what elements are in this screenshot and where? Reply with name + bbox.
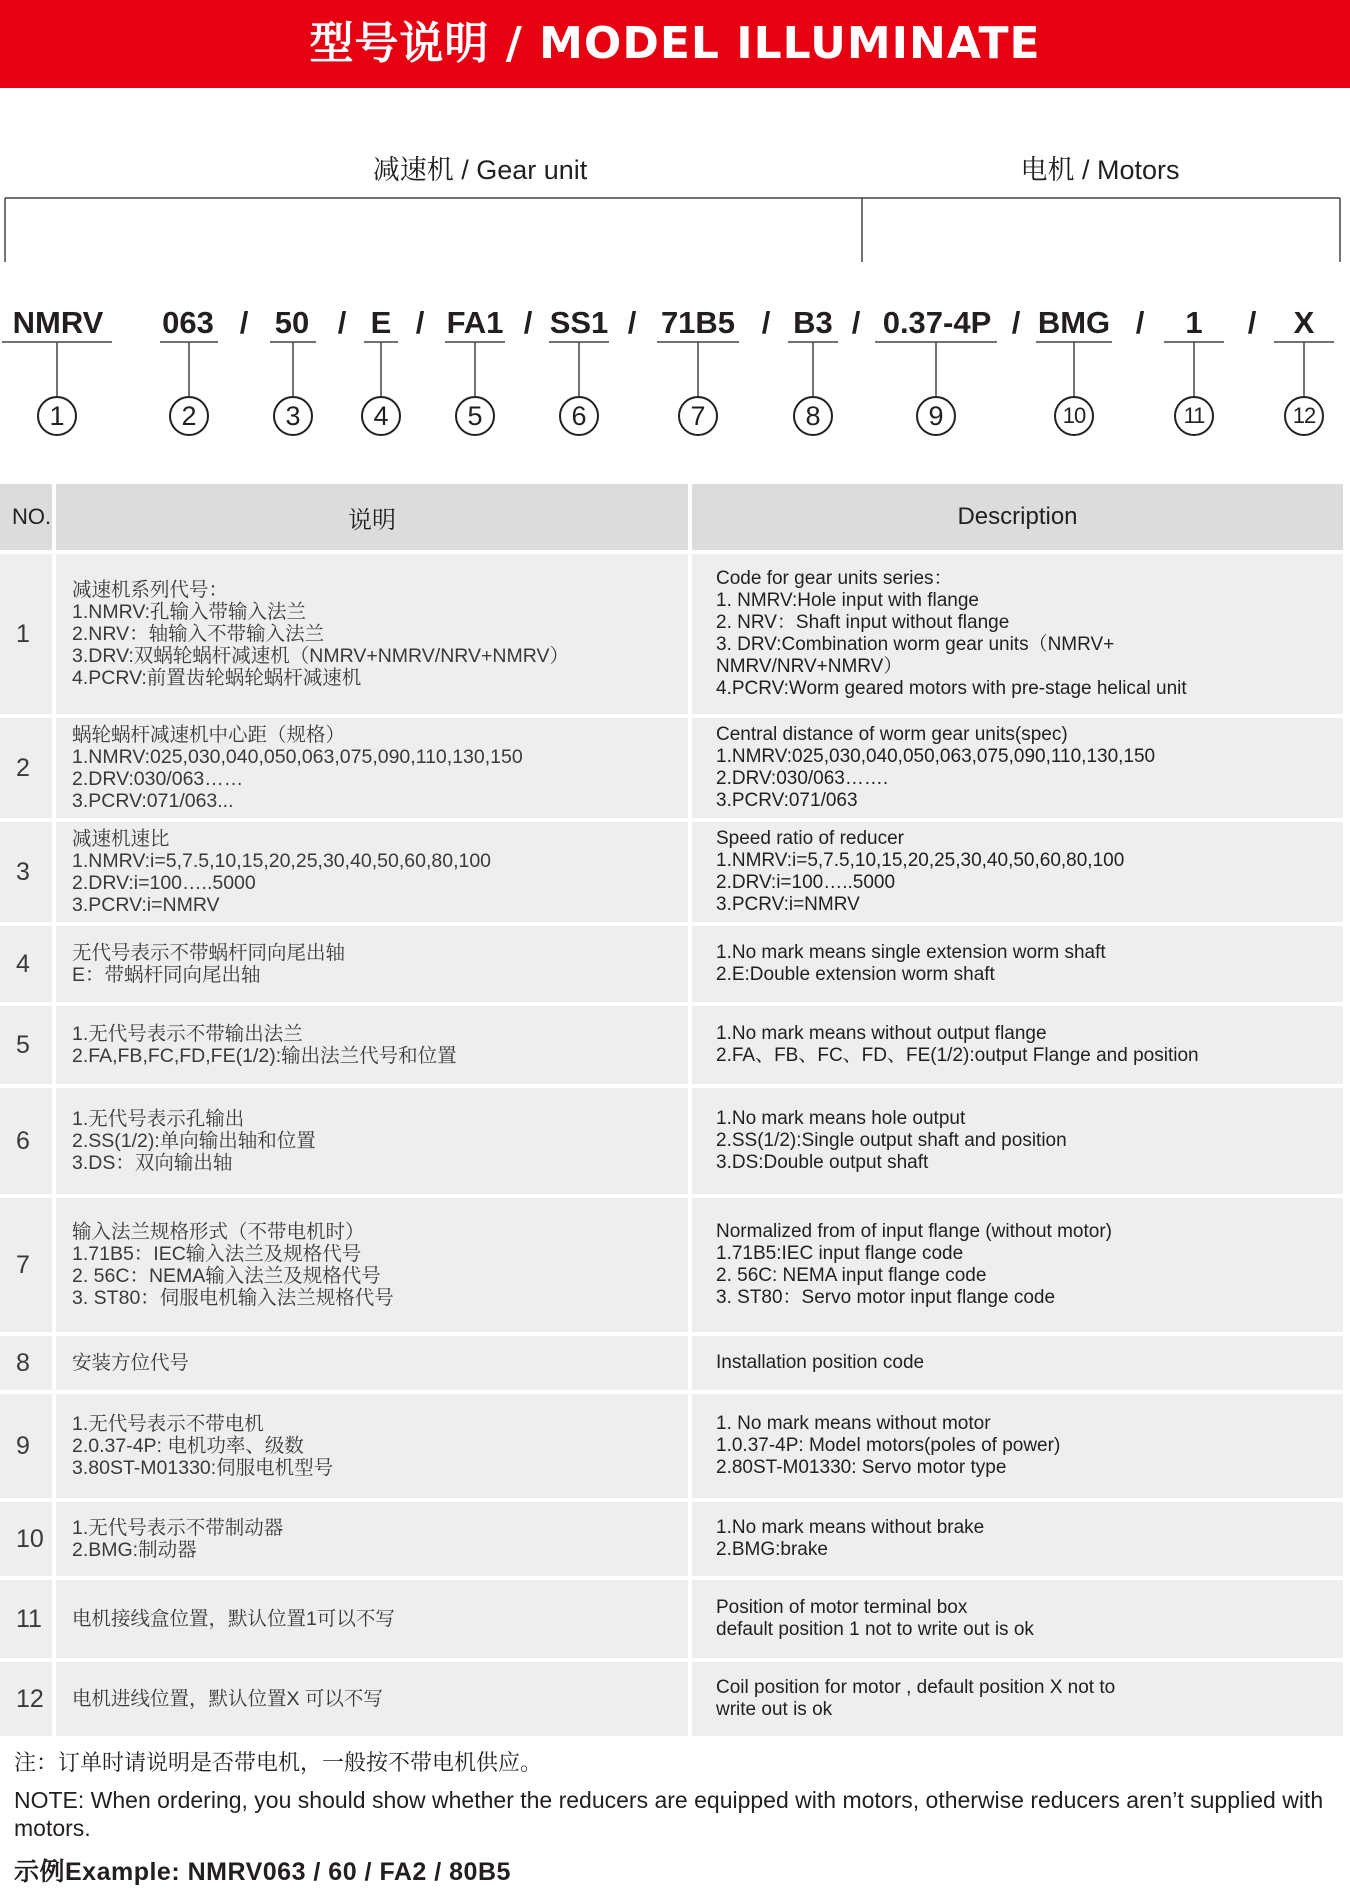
row-en-line: NMRV/NRV+NMRV） xyxy=(716,656,903,677)
separator: / xyxy=(851,305,861,340)
section-bracket-lines xyxy=(0,190,1350,280)
code-mounting-position: B3 xyxy=(793,305,833,340)
row-en-line: 3. DRV:Combination worm gear units（NMRV+ xyxy=(716,634,1115,655)
row-en-line: 1. NMRV:Hole input with flange xyxy=(716,590,979,611)
row-cn-line: 3.80ST-M01330:伺服电机型号 xyxy=(72,1457,334,1479)
table-row xyxy=(0,1502,1343,1576)
row-cn-line: 2.DRV:i=100…..5000 xyxy=(72,872,256,894)
row-number: 12 xyxy=(16,1684,44,1713)
code-output-shaft: SS1 xyxy=(549,305,609,340)
separator: / xyxy=(415,305,425,340)
row-en-line: 1.No mark means single extension worm shaft xyxy=(716,942,1106,963)
code-terminal-box: 1 xyxy=(1185,305,1203,340)
row-cn-line: 1.无代号表示不带电机 xyxy=(72,1413,264,1435)
row-en-line: 1.0.37-4P: Model motors(poles of power) xyxy=(716,1435,1061,1456)
row-en-line: Central distance of worm gear units(spec) xyxy=(716,724,1068,745)
header-no: NO. xyxy=(12,504,52,529)
table-row xyxy=(0,718,1343,818)
row-cn-line: 2.BMG:制动器 xyxy=(72,1539,197,1561)
row-cn-line: 1.无代号表示孔输出 xyxy=(72,1108,245,1130)
row-en-line: 2. 56C: NEMA input flange code xyxy=(716,1265,987,1286)
row-number: 11 xyxy=(16,1604,42,1633)
table-row xyxy=(0,1662,1343,1736)
callout-circle: 6 xyxy=(559,396,599,436)
row-cn-line: 3.PCRV:i=NMRV xyxy=(72,894,220,916)
callout-circle: 9 xyxy=(916,396,956,436)
callout-circle: 1 xyxy=(37,396,77,436)
row-number: 9 xyxy=(16,1431,30,1460)
model-description-table xyxy=(0,484,1343,1736)
row-cn-line: 电机接线盒位置，默认位置1可以不写 xyxy=(72,1608,395,1630)
row-cn-line: 输入法兰规格形式（不带电机时） xyxy=(72,1221,365,1243)
separator: / xyxy=(523,305,533,340)
code-input-flange: 71B5 xyxy=(660,305,736,340)
separator: / xyxy=(1247,305,1257,340)
table-row xyxy=(0,1006,1343,1084)
model-example: 示例Example: NMRV063 / 60 / FA2 / 80B5 xyxy=(14,1858,511,1886)
separator: / xyxy=(239,305,249,340)
code-worm-shaft: E xyxy=(370,305,392,340)
gear-unit-label: 减速机 / Gear unit xyxy=(372,155,588,185)
row-en-line: 2.DRV:i=100…..5000 xyxy=(716,872,896,893)
row-en-line: 2.E:Double extension worm shaft xyxy=(716,964,995,985)
order-note-cn: 注：订单时请说明是否带电机，一般按不带电机供应。 xyxy=(14,1750,543,1775)
row-cn-line: 1.无代号表示不带输出法兰 xyxy=(72,1023,303,1045)
row-cn-line: 2.0.37-4P: 电机功率、级数 xyxy=(72,1435,304,1457)
row-en-line: 2.DRV:030/063……. xyxy=(716,768,889,789)
table-row xyxy=(0,1580,1343,1658)
row-en-line: Code for gear units series： xyxy=(716,568,953,589)
row-cn-line: 4.PCRV:前置齿轮蜗轮蜗杆减速机 xyxy=(72,667,362,689)
row-en-line: Speed ratio of reducer xyxy=(716,828,905,849)
row-number: 1 xyxy=(16,619,30,648)
row-en-line: 1. No mark means without motor xyxy=(716,1413,991,1434)
order-note-en: NOTE: When ordering, you should show whether the reducers are equipped with motors, otherwise reducers aren’t supplied with motors. xyxy=(14,1787,1324,1841)
row-number: 10 xyxy=(16,1524,44,1553)
row-cn-line: 3. ST80：伺服电机输入法兰规格代号 xyxy=(72,1287,394,1309)
code-brake: BMG xyxy=(1037,305,1111,340)
row-en-line: 1.NMRV:025,030,040,050,063,075,090,110,130,150 xyxy=(716,746,1156,767)
callout-circle: 5 xyxy=(455,396,495,436)
row-en-line: 2.FA、FB、FC、FD、FE(1/2):output Flange and position xyxy=(716,1045,1199,1066)
table-row xyxy=(0,1394,1343,1498)
code-ratio: 50 xyxy=(274,305,310,340)
row-en-line: default position 1 not to write out is ok xyxy=(716,1619,1034,1640)
callout-circle: 11 xyxy=(1174,396,1214,436)
callout-circle: 2 xyxy=(169,396,209,436)
callout-circle: 3 xyxy=(273,396,313,436)
table-row xyxy=(0,926,1343,1002)
callout-circle: 4 xyxy=(361,396,401,436)
table-row xyxy=(0,1088,1343,1194)
row-en-line: 3.PCRV:i=NMRV xyxy=(716,894,860,915)
row-en-line: Coil position for motor , default position X not to xyxy=(716,1677,1116,1698)
row-en-line: 2.BMG:brake xyxy=(716,1539,828,1560)
row-cn-line: 电机进线位置，默认位置X 可以不写 xyxy=(72,1688,383,1710)
row-cn-line: 1.NMRV:i=5,7.5,10,15,20,25,30,40,50,60,80,100 xyxy=(72,850,492,872)
row-en-line: 3.DS:Double output shaft xyxy=(716,1152,929,1173)
row-number: 5 xyxy=(16,1030,30,1059)
row-number: 7 xyxy=(16,1250,30,1279)
table-header-row xyxy=(0,484,1343,550)
row-en-line: Position of motor terminal box xyxy=(716,1597,968,1618)
row-cn-line: E：带蜗杆同向尾出轴 xyxy=(72,964,261,986)
row-en-line: 2. NRV：Shaft input without flange xyxy=(716,612,1010,633)
row-cn-line: 3.DRV:双蜗轮蜗杆减速机（NMRV+NMRV/NRV+NMRV） xyxy=(72,645,569,667)
row-en-line: 4.PCRV:Worm geared motors with pre-stage helical unit xyxy=(716,678,1187,699)
header-en: Description xyxy=(957,503,1078,530)
code-series: NMRV xyxy=(12,305,104,340)
separator: / xyxy=(337,305,347,340)
table-row xyxy=(0,1336,1343,1390)
row-cn-line: 3.DS：双向输出轴 xyxy=(72,1152,233,1174)
row-cn-line: 2.NRV：轴输入不带输入法兰 xyxy=(72,623,325,645)
code-cable-entry: X xyxy=(1293,305,1315,340)
row-en-line: 2.SS(1/2):Single output shaft and position xyxy=(716,1130,1067,1151)
callout-circle: 8 xyxy=(793,396,833,436)
row-cn-line: 2.DRV:030/063…… xyxy=(72,768,244,790)
table-row xyxy=(0,822,1343,922)
row-cn-line: 无代号表示不带蜗杆同向尾出轴 xyxy=(72,942,346,964)
row-number: 2 xyxy=(16,753,30,782)
callout-circle: 7 xyxy=(678,396,718,436)
row-en-line: Installation position code xyxy=(716,1352,925,1373)
row-cn-line: 1.无代号表示不带制动器 xyxy=(72,1517,284,1539)
row-number: 6 xyxy=(16,1126,30,1155)
row-number: 3 xyxy=(16,857,30,886)
separator: / xyxy=(627,305,637,340)
motors-label: 电机 / Motors xyxy=(1020,155,1180,185)
row-en-line: 1.71B5:IEC input flange code xyxy=(716,1243,964,1264)
callout-circle: 12 xyxy=(1284,396,1324,436)
separator: / xyxy=(1011,305,1021,340)
row-en-line: Normalized from of input flange (without motor) xyxy=(716,1221,1112,1242)
row-cn-line: 2. 56C：NEMA输入法兰及规格代号 xyxy=(72,1265,381,1287)
table-row xyxy=(0,1198,1343,1332)
row-en-line: 3.PCRV:071/063 xyxy=(716,790,858,811)
row-en-line: 2.80ST-M01330: Servo motor type xyxy=(716,1457,1007,1478)
row-en-line: 1.No mark means hole output xyxy=(716,1108,966,1129)
row-en-line: write out is ok xyxy=(716,1699,833,1720)
row-cn-line: 2.SS(1/2):单向输出轴和位置 xyxy=(72,1130,316,1152)
callout-circle: 10 xyxy=(1054,396,1094,436)
row-cn-line: 安装方位代号 xyxy=(72,1352,190,1374)
row-en-line: 1.No mark means without brake xyxy=(716,1517,985,1538)
row-cn-line: 蜗轮蜗杆减速机中心距（规格） xyxy=(72,724,346,746)
row-cn-line: 1.71B5：IEC输入法兰及规格代号 xyxy=(72,1243,362,1265)
row-en-line: 1.NMRV:i=5,7.5,10,15,20,25,30,40,50,60,80,100 xyxy=(716,850,1125,871)
row-en-line: 3. ST80：Servo motor input flange code xyxy=(716,1287,1056,1308)
code-motor-power: 0.37-4P xyxy=(882,305,992,340)
code-size: 063 xyxy=(162,305,214,340)
page-title: 型号说明 / MODEL ILLUMINATE xyxy=(309,18,1041,69)
row-en-line: 1.No mark means without output flange xyxy=(716,1023,1047,1044)
separator: / xyxy=(761,305,771,340)
row-cn-line: 3.PCRV:071/063... xyxy=(72,790,234,812)
separator: / xyxy=(1135,305,1145,340)
row-cn-line: 1.NMRV:孔输入带输入法兰 xyxy=(72,601,307,623)
row-cn-line: 1.NMRV:025,030,040,050,063,075,090,110,130,150 xyxy=(72,746,523,768)
row-number: 8 xyxy=(16,1348,30,1377)
row-cn-line: 减速机系列代号： xyxy=(72,579,229,601)
row-cn-line: 减速机速比 xyxy=(72,828,170,850)
code-output-flange: FA1 xyxy=(446,305,504,340)
row-cn-line: 2.FA,FB,FC,FD,FE(1/2):输出法兰代号和位置 xyxy=(72,1045,457,1067)
table-row xyxy=(0,554,1343,714)
row-number: 4 xyxy=(16,949,30,978)
header-cn: 说明 xyxy=(348,506,396,534)
